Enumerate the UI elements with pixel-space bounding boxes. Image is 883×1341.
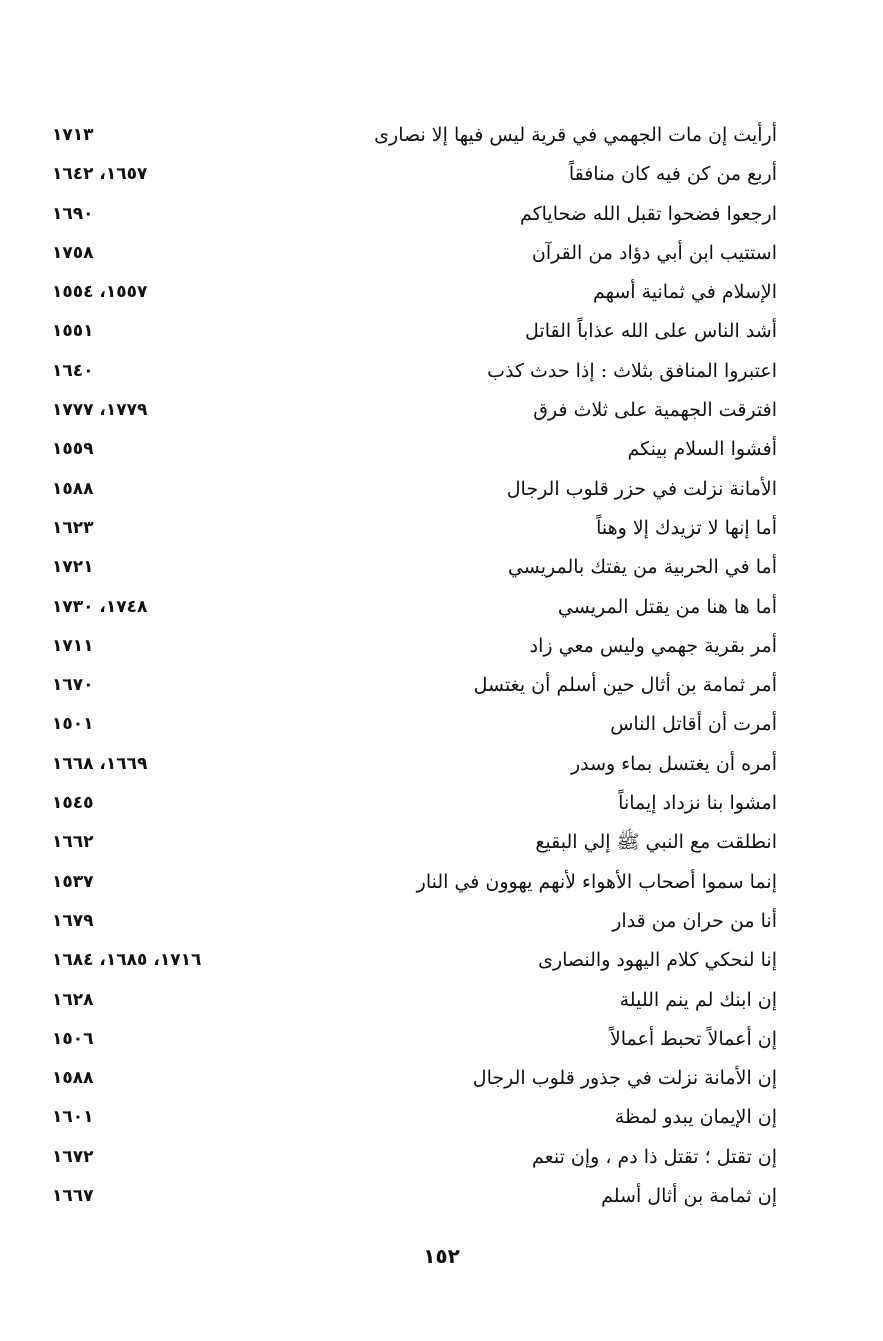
- entry-page-refs: ١٧٢١: [52, 557, 94, 578]
- index-entry: [0, 548, 883, 587]
- entry-text: أمر ثمامة بن أثال حين أسلم أن يغتسل: [473, 674, 777, 697]
- page-number: ١٥٢: [423, 1244, 460, 1268]
- entry-text: إن أعمالاً تحبط أعمالاً: [609, 1027, 777, 1050]
- entry-text: أما ها هنا من يقتل المريسي: [557, 595, 777, 618]
- entry-page-refs: ١٦٧٢: [52, 1146, 94, 1167]
- index-entry: [0, 784, 883, 823]
- entry-page-refs: ١٧١٦، ١٦٨٥، ١٦٨٤: [52, 950, 202, 971]
- index-entry: [0, 1177, 883, 1216]
- index-entry: [0, 116, 883, 155]
- index-entry: [0, 745, 883, 784]
- entry-text: إنما سموا أصحاب الأهواء لأنهم يهوون في النار: [416, 870, 777, 893]
- index-entry: [0, 588, 883, 627]
- entry-page-refs: ١٥٨٨: [52, 478, 94, 499]
- entry-page-refs: ١٦٦٩، ١٦٦٨: [52, 753, 148, 774]
- entry-text: اعتبروا المنافق بثلاث : إذا حدث كذب: [487, 359, 777, 382]
- index-entry: [0, 1059, 883, 1098]
- entry-page-refs: ١٥٠٦: [52, 1028, 94, 1049]
- entry-text: انطلقت مع النبي ﷺ إلي البقيع: [535, 831, 777, 854]
- entry-text: استتيب ابن أبي دؤاد من القرآن: [531, 241, 777, 264]
- entry-page-refs: ١٥٠١: [52, 714, 94, 735]
- entry-page-refs: ١٧١٣: [52, 125, 94, 145]
- entry-page-refs: ١٧٧٩، ١٧٧٧: [52, 400, 148, 421]
- index-entry-list: [0, 116, 883, 1216]
- entry-page-refs: ١٦٠١: [52, 1107, 94, 1128]
- entry-page-refs: ١٦٢٣: [52, 517, 94, 538]
- index-entry: [0, 823, 883, 862]
- entry-text: أما إنها لا تزيدك إلا وهناً: [596, 516, 777, 539]
- entry-text: إن تقتل ؛ تقتل ذا دم ، وإن تنعم: [532, 1145, 777, 1168]
- index-entry: [0, 941, 883, 980]
- index-entry: [0, 981, 883, 1020]
- entry-page-refs: ١٦٥٧، ١٦٤٢: [52, 164, 148, 185]
- entry-text: أرأيت إن مات الجهمي في قرية ليس فيها إلا نصارى: [374, 124, 777, 146]
- entry-page-refs: ١٧٤٨، ١٧٣٠: [52, 596, 148, 617]
- entry-page-refs: ١٦٢٨: [52, 989, 94, 1010]
- entry-page-refs: ١٦٦٢: [52, 832, 94, 853]
- entry-text: افترقت الجهمية على ثلاث فرق: [533, 399, 777, 422]
- entry-page-refs: ١٥٥١: [52, 321, 94, 342]
- entry-text: إن ابنك لم ينم الليلة: [619, 988, 777, 1011]
- entry-page-refs: ١٦٤٠: [52, 360, 94, 381]
- index-entry: [0, 273, 883, 312]
- index-entry: [0, 902, 883, 941]
- entry-page-refs: ١٦٦٧: [52, 1186, 94, 1207]
- entry-page-refs: ١٧٥٨: [52, 242, 94, 263]
- entry-page-refs: ١٥٥٩: [52, 439, 94, 460]
- entry-text: أفشوا السلام بينكم: [627, 438, 777, 461]
- index-entry: [0, 470, 883, 509]
- entry-page-refs: ١٦٧٠: [52, 675, 94, 696]
- index-entry: [0, 1138, 883, 1177]
- entry-page-refs: ١٥٨٨: [52, 1068, 94, 1089]
- entry-page-refs: ١٧١١: [52, 635, 94, 656]
- entry-text: الأمانة نزلت في حزر قلوب الرجال: [506, 477, 777, 500]
- index-entry: [0, 1020, 883, 1059]
- entry-text: إن ثمامة بن أثال أسلم: [601, 1185, 777, 1208]
- entry-text: امشوا بنا نزداد إيماناً: [618, 792, 777, 815]
- index-entry: [0, 627, 883, 666]
- index-entry: [0, 666, 883, 705]
- index-entry: [0, 155, 883, 194]
- entry-text: إن الإيمان يبدو لمظة: [614, 1106, 777, 1129]
- entry-page-refs: ١٥٥٧، ١٥٥٤: [52, 282, 148, 303]
- entry-page-refs: ١٦٧٩: [52, 910, 94, 931]
- index-entry: [0, 391, 883, 430]
- entry-text: ارجعوا فضحوا تقبل الله ضحاياكم: [519, 202, 777, 225]
- index-entry: [0, 705, 883, 744]
- entry-text: أما في الحربية من يفتك بالمريسي: [507, 556, 777, 579]
- entry-text: أشد الناس على الله عذاباً القاتل: [525, 320, 777, 343]
- index-entry: [0, 863, 883, 902]
- entry-text: أربع من كن فيه كان منافقاً: [568, 163, 777, 186]
- entry-page-refs: ١٥٤٥: [52, 793, 94, 814]
- entry-page-refs: ١٥٣٧: [52, 871, 94, 892]
- entry-text: الإسلام في ثمانية أسهم: [592, 281, 777, 304]
- index-entry: [0, 509, 883, 548]
- index-entry: [0, 312, 883, 351]
- entry-text: إنا لنحكي كلام اليهود والنصارى: [538, 949, 777, 972]
- index-entry: [0, 430, 883, 469]
- index-entry: [0, 352, 883, 391]
- index-entry: [0, 1098, 883, 1137]
- entry-text: إن الأمانة نزلت في جذور قلوب الرجال: [472, 1067, 777, 1090]
- entry-text: أمره أن يغتسل بماء وسدر: [570, 752, 777, 775]
- entry-text: أنا من حران من قدار: [612, 909, 777, 932]
- entry-text: أمرت أن أقاتل الناس: [610, 713, 777, 736]
- index-entry: [0, 234, 883, 273]
- entry-text: أمر بقرية جهمي وليس معي زاد: [529, 634, 777, 657]
- index-entry: [0, 195, 883, 234]
- entry-page-refs: ١٦٩٠: [52, 203, 94, 224]
